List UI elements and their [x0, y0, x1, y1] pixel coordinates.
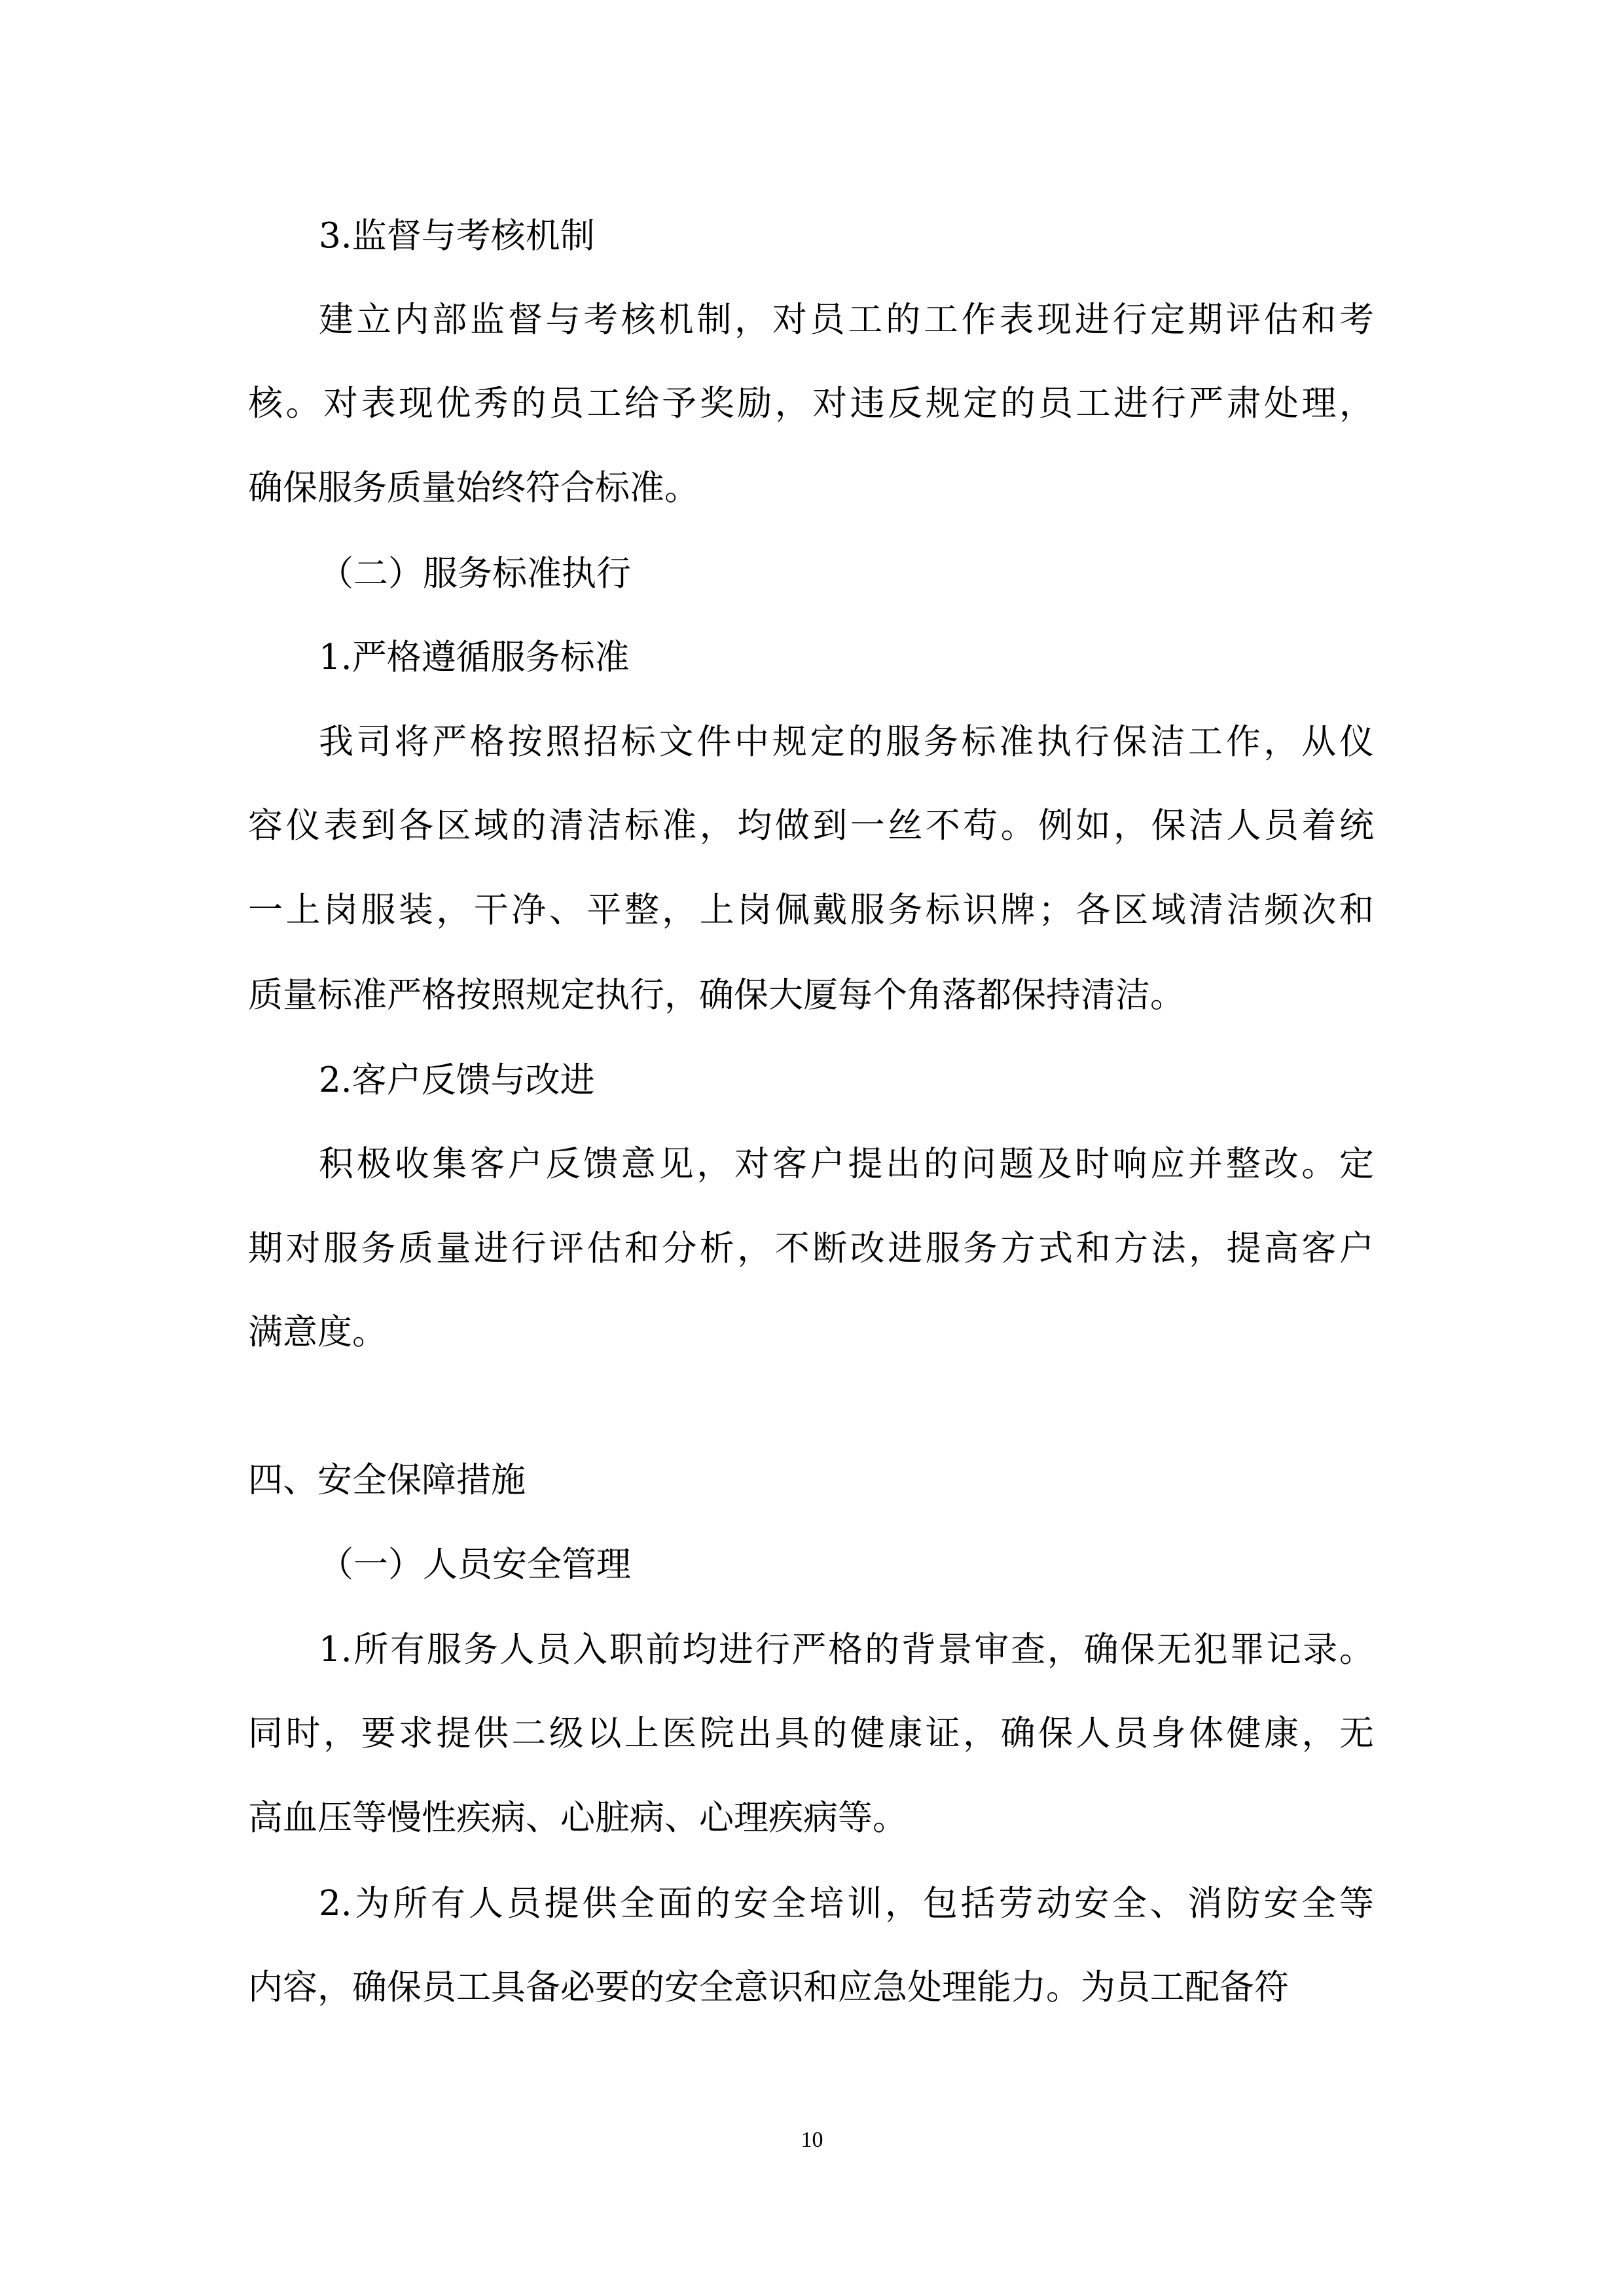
subsection-heading-feedback: 2.客户反馈与改进: [319, 1060, 595, 1100]
subsection-heading-follow-standard: 1.严格遵循服务标准: [319, 637, 630, 677]
paragraph-supervision-line-1: 建立内部监督与考核机制，对员工的工作表现进行定期评估和考: [319, 300, 1374, 340]
page-number: 10: [801, 2128, 823, 2152]
paragraph-feedback-line-3: 满意度。: [248, 1312, 387, 1352]
paragraph-background-check-line-1: 1.所有服务人员入职前均进行严格的背景审查，确保无犯罪记录。: [319, 1630, 1374, 1670]
paragraph-standard-line-3: 一上岗服装，干净、平整，上岗佩戴服务标识牌；各区域清洁频次和: [248, 890, 1374, 930]
paragraph-standard-line-1: 我司将严格按照招标文件中规定的服务标准执行保洁工作，从仪: [319, 722, 1374, 762]
paragraph-feedback-line-1: 积极收集客户反馈意见，对客户提出的问题及时响应并整改。定: [319, 1144, 1374, 1184]
paragraph-supervision-line-3: 确保服务质量始终符合标准。: [248, 468, 699, 508]
paragraph-standard-line-4: 质量标准严格按照规定执行，确保大厦每个角落都保持清洁。: [248, 975, 1185, 1015]
chapter-heading-safety: 四、安全保障措施: [248, 1460, 526, 1500]
subsection-heading-supervision: 3.监督与考核机制: [319, 216, 595, 256]
paragraph-safety-training-line-2: 内容，确保员工具备必要的安全意识和应急处理能力。为员工配备符: [248, 1967, 1289, 2007]
paragraph-safety-training-line-1: 2.为所有人员提供全面的安全培训，包括劳动安全、消防安全等: [319, 1884, 1374, 1924]
paragraph-background-check-line-2: 同时，要求提供二级以上医院出具的健康证，确保人员身体健康，无: [248, 1713, 1374, 1753]
paragraph-standard-line-2: 容仪表到各区域的清洁标准，均做到一丝不苟。例如，保洁人员着统: [248, 806, 1374, 846]
paragraph-background-check-line-3: 高血压等慢性疾病、心脏病、心理疾病等。: [248, 1798, 907, 1838]
paragraph-supervision-line-2: 核。对表现优秀的员工给予奖励，对违反规定的员工进行严肃处理，: [248, 384, 1374, 423]
section-heading-service-standard: （二）服务标准执行: [319, 554, 631, 594]
section-heading-personnel-safety: （一）人员安全管理: [319, 1545, 631, 1585]
paragraph-feedback-line-2: 期对服务质量进行评估和分析，不断改进服务方式和方法，提高客户: [248, 1229, 1374, 1268]
